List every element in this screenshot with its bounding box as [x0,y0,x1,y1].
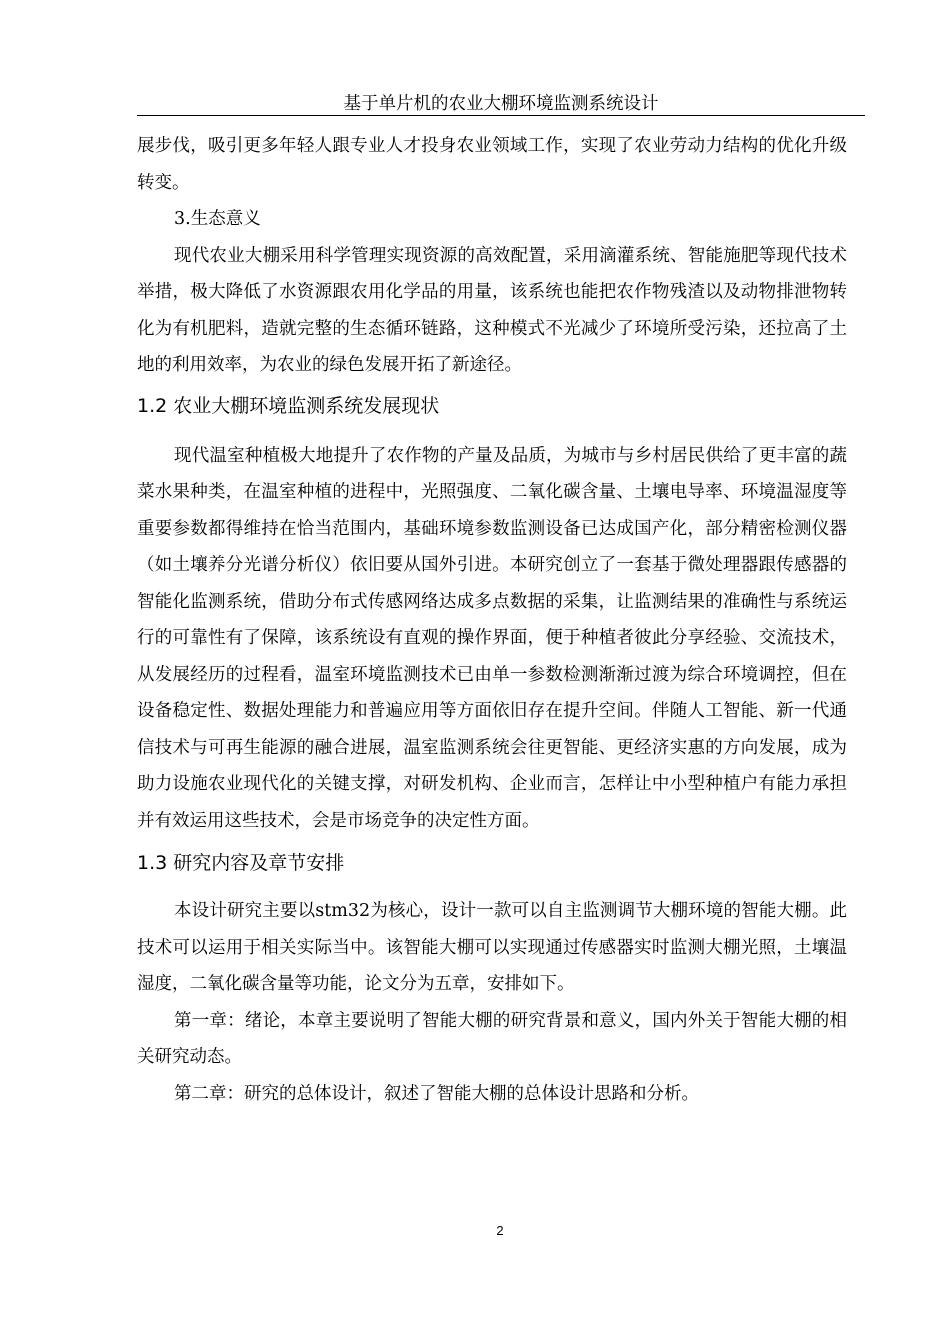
subheading-ecological-significance: 3.生态意义 [174,209,261,229]
page-body [137,128,847,1112]
paragraph-ecological: 现代农业大棚采用科学管理实现资源的高效配置，采用滴灌系统、智能施肥等现代技术举措，极大降低了水资源跟农用化学品的用量，该系统也能把农作物残渣以及动物排泄物转化为有机肥料，造就完整的生态循环链路，这种模式不光减少了环境所受污染，还拉高了土地的利用效率，为农业的绿色发展开拓了新途径。 [137,245,847,375]
paragraph-chapter-2: 第二章：研究的总体设计，叙述了智能大棚的总体设计思路和分析。 [174,1083,699,1104]
paragraph-chapter-1: 第一章：绪论，本章主要说明了智能大棚的研究背景和意义，国内外关于智能大棚的相关研究动态。 [137,1010,847,1067]
paragraph-continuation: 展步伐，吸引更多年轻人跟专业人才投身农业领域工作，实现了农业劳动力结构的优化升级转变。 [137,136,847,193]
paragraph-development-status: 现代温室种植极大地提升了农作物的产量及品质，为城市与乡村居民供给了更丰富的蔬菜水果种类，在温室种植的进程中，光照强度、二氧化碳含量、土壤电导率、环境温湿度等重要参数都得维持在恰当范围内，基础环境参数监测设备已达成国产化，部分精密检测仪器（如土壤养分光谱分析仪）依旧要从国外引进。本研究创立了一套基于微处理器跟传感器的智能化监测系统，借助分布式传感网络达成多点数据的采集，让监测结果的准确性与系统运行的可靠性有了保障，该系统设有直观的操作界面，便于种植者彼此分享经验、交流技术，从发展经历的过程看，温室环境监测技术已由单一参数检测渐渐过渡为综合环境调控，但在设备稳定性、数据处理能力和普遍应用等方面依旧存在提升空间。伴随人工智能、新一代通信技术与可再生能源的融合进展，温室监测系统会往更智能、更经济实惠的方向发展，成为助力设施农业现代化的关键支撑，对研发机构、企业而言，怎样让中小型种植户有能力承担并有效运用这些技术，会是市场竞争的决定性方面。 [137,445,847,831]
paragraph-research-intro: 本设计研究主要以stm32为核心，设计一款可以自主监测调节大棚环境的智能大棚。此技术可以运用于相关实际当中。该智能大棚可以实现通过传感器实时监测大棚光照，土壤温湿度，二氧化碳含量等功能，论文分为五章，安排如下。 [137,901,847,994]
running-header-title: 基于单片机的农业大棚环境监测系统设计 [343,94,659,114]
header-divider [137,115,865,116]
section-heading-1-2: 1.2 农业大棚环境监测系统发展现状 [137,394,440,417]
page-number: 2 [496,1223,504,1238]
section-heading-1-3: 1.3 研究内容及章节安排 [137,852,345,874]
